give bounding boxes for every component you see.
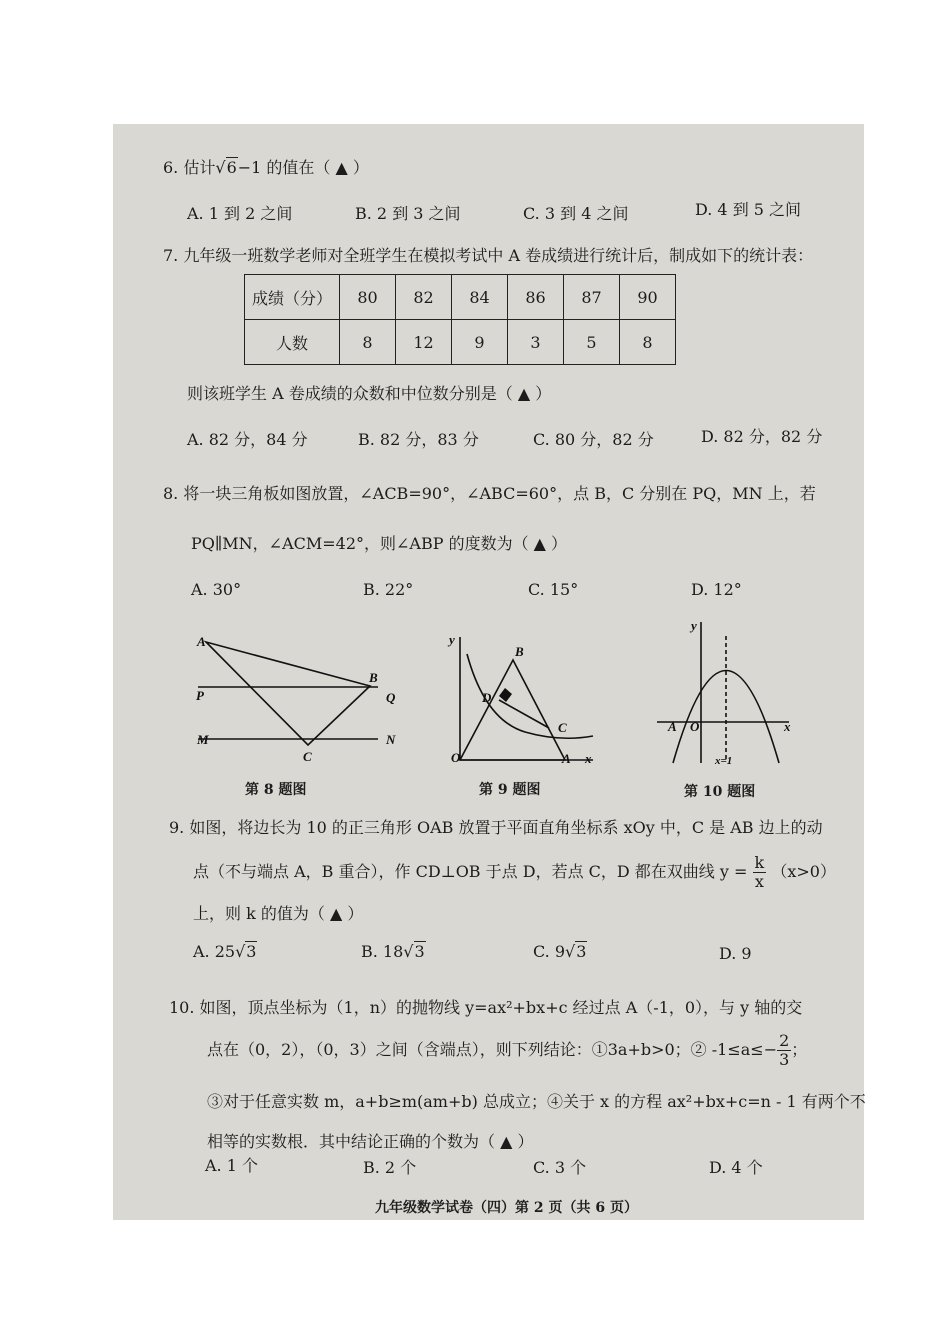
figure-10 xyxy=(653,618,803,768)
label-n: N xyxy=(386,732,396,747)
q8-option-b[interactable]: B. 22° xyxy=(363,580,414,599)
table-cell: 87 xyxy=(564,275,620,320)
label-x: x xyxy=(784,719,791,734)
sqrt-symbol: √ xyxy=(215,158,226,177)
table-cell: 82 xyxy=(396,275,452,320)
label-o: O xyxy=(451,750,461,765)
q6-stem-pre: 6. 估计 xyxy=(163,158,216,177)
table-cell: 86 xyxy=(508,275,564,320)
figure-9 xyxy=(445,632,600,767)
equilateral-triangle-oab xyxy=(460,660,565,760)
figure-10-caption: 第 10 题图 xyxy=(684,784,756,800)
table-cell: 84 xyxy=(452,275,508,320)
q6-stem-post: −1 的值在（ ▲ ） xyxy=(237,158,369,177)
fraction-denominator: x xyxy=(754,872,764,891)
q8-stem-line2: PQ∥MN，∠ACM=42°，则∠ABP 的度数为（ ▲ ） xyxy=(191,534,568,553)
label-m: M xyxy=(197,732,209,747)
option-coef: B. 18 xyxy=(361,942,404,961)
q9-option-d[interactable]: D. 9 xyxy=(719,944,752,963)
sqrt-symbol: √ xyxy=(403,942,414,961)
triangle-abc xyxy=(206,642,370,745)
q8-option-d[interactable]: D. 12° xyxy=(691,580,742,599)
option-radicand: 3 xyxy=(576,942,587,961)
table-header-score: 成绩（分） xyxy=(245,275,340,320)
q10-line2-post: ； xyxy=(791,1040,808,1059)
table-cell: 8 xyxy=(620,320,676,365)
table-cell: 9 xyxy=(452,320,508,365)
option-coef: A. 25 xyxy=(193,942,236,961)
label-y: y xyxy=(449,632,455,647)
label-axis-x1: x=1 xyxy=(715,755,733,767)
q7-option-c[interactable]: C. 80 分，82 分 xyxy=(533,430,654,449)
q10-fraction xyxy=(777,1032,791,1069)
label-d: D xyxy=(482,690,492,705)
right-angle-mark xyxy=(499,688,512,702)
option-radicand: 3 xyxy=(414,942,425,961)
q10-line2-pre: 点在（0，2），（0，3）之间（含端点），则下列结论：①3a+b>0；② -1≤a≤− xyxy=(207,1040,778,1059)
q8-stem-line1: 8. 将一块三角板如图放置，∠ACB=90°，∠ABC=60°，点 B，C 分别在 PQ，MN 上，若 xyxy=(163,484,816,503)
table-cell: 5 xyxy=(564,320,620,365)
table-cell: 90 xyxy=(620,275,676,320)
q9-fraction xyxy=(753,854,767,891)
q10-option-c[interactable]: C. 3 个 xyxy=(533,1158,587,1177)
fraction-denominator: 3 xyxy=(779,1050,790,1069)
table-row-scores xyxy=(245,275,676,320)
q9-option-b[interactable] xyxy=(361,942,426,962)
figure-9-caption: 第 9 题图 xyxy=(479,782,541,798)
q6-option-c[interactable]: C. 3 到 4 之间 xyxy=(523,204,629,223)
q10-option-d[interactable]: D. 4 个 xyxy=(709,1158,763,1177)
q6-radicand: 6 xyxy=(226,158,237,177)
q9-stem-line1: 9. 如图，将边长为 10 的正三角形 OAB 放置于平面直角坐标系 xOy 中，C 是 AB 边上的动 xyxy=(169,818,823,837)
sqrt-symbol: √ xyxy=(235,942,246,961)
label-p: P xyxy=(196,688,204,703)
exam-page xyxy=(113,124,864,1220)
table-cell: 8 xyxy=(340,320,396,365)
q10-stem-line3: ③对于任意实数 m，a+b≥m(am+b) 总成立；④关于 x 的方程 ax²+bx+c=n - 1 有两个不 xyxy=(207,1092,866,1111)
q7-option-b[interactable]: B. 82 分，83 分 xyxy=(358,430,479,449)
q9-line2-post: （x>0） xyxy=(771,862,836,881)
q10-option-a[interactable]: A. 1 个 xyxy=(205,1156,258,1175)
q9-line2-pre: 点（不与端点 A，B 重合），作 CD⊥OB 于点 D，若点 C，D 都在双曲线 y = xyxy=(193,862,748,881)
fraction-numerator: k xyxy=(754,853,765,872)
q10-stem-line4: 相等的实数根．其中结论正确的个数为（ ▲ ） xyxy=(207,1132,534,1151)
q6-option-d[interactable]: D. 4 到 5 之间 xyxy=(695,200,802,219)
table-cell: 80 xyxy=(340,275,396,320)
label-x: x xyxy=(585,751,592,766)
label-a: A xyxy=(668,719,677,734)
table-row-counts xyxy=(245,320,676,365)
q9-option-c[interactable] xyxy=(533,942,587,962)
label-c: C xyxy=(303,749,312,764)
label-o: O xyxy=(690,719,700,734)
option-radicand: 3 xyxy=(246,942,257,961)
q6-option-b[interactable]: B. 2 到 3 之间 xyxy=(355,204,461,223)
q9-stem-line2 xyxy=(193,850,836,894)
label-b: B xyxy=(515,644,524,659)
label-a: A xyxy=(562,751,571,766)
table-cell: 3 xyxy=(508,320,564,365)
table-header-count: 人数 xyxy=(245,320,340,365)
score-table xyxy=(244,274,676,365)
q6-option-a[interactable]: A. 1 到 2 之间 xyxy=(187,204,293,223)
q7-option-a[interactable]: A. 82 分，84 分 xyxy=(187,430,308,449)
label-y: y xyxy=(691,618,697,633)
label-q: Q xyxy=(386,690,396,705)
label-c: C xyxy=(558,720,567,735)
q7-stem: 7. 九年级一班数学老师对全班学生在模拟考试中 A 卷成绩进行统计后，制成如下的统计表： xyxy=(163,246,814,265)
label-b: B xyxy=(369,670,378,685)
q10-stem-line1: 10. 如图，顶点坐标为（1，n）的抛物线 y=ax²+bx+c 经过点 A（-1，0），与 y 轴的交 xyxy=(169,998,803,1017)
q9-stem-line3: 上，则 k 的值为（ ▲ ） xyxy=(193,904,364,923)
label-a: A xyxy=(197,634,206,649)
figure-8-caption: 第 8 题图 xyxy=(245,782,307,798)
q8-option-a[interactable]: A. 30° xyxy=(191,580,242,599)
q6-stem xyxy=(163,158,369,178)
q8-option-c[interactable]: C. 15° xyxy=(528,580,579,599)
option-coef: C. 9 xyxy=(533,942,566,961)
figure-8 xyxy=(193,632,403,767)
q9-option-a[interactable] xyxy=(193,942,257,962)
fraction-numerator: 2 xyxy=(779,1031,790,1050)
page-footer: 九年级数学试卷（四）第 2 页（共 6 页） xyxy=(375,1200,638,1216)
q10-stem-line2 xyxy=(207,1028,807,1072)
q7-question: 则该班学生 A 卷成绩的众数和中位数分别是（ ▲ ） xyxy=(187,384,552,403)
sqrt-symbol: √ xyxy=(565,942,576,961)
table-cell: 12 xyxy=(396,320,452,365)
q10-option-b[interactable]: B. 2 个 xyxy=(363,1158,417,1177)
q7-option-d[interactable]: D. 82 分，82 分 xyxy=(701,427,823,446)
